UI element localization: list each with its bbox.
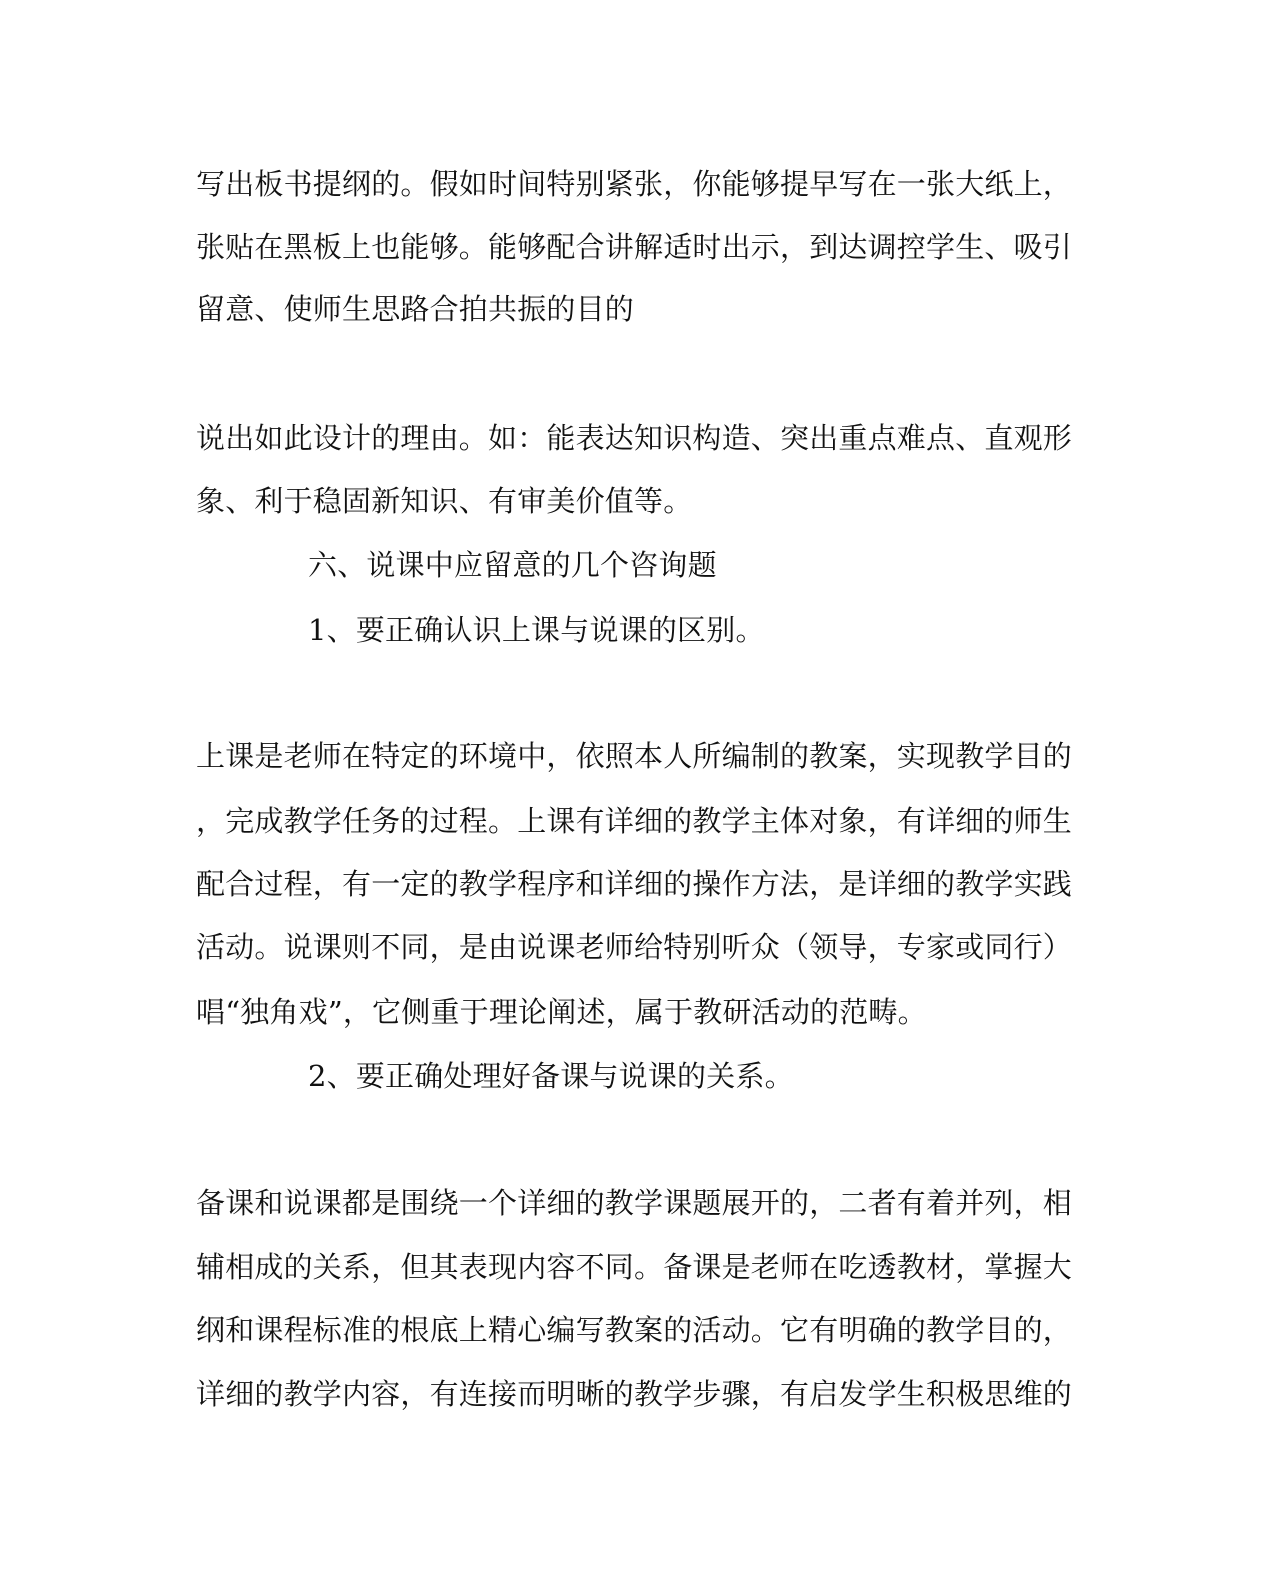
subsection-heading: 2、要正确处理好备课与说课的关系。: [308, 1059, 794, 1093]
text-line: 备课和说课都是围绕一个详细的教学课题展开的，二者有着并列，相: [196, 1186, 1073, 1220]
text-line: 写出板书提纲的。假如时间特别紧张，你能够提早写在一张大纸上，: [196, 167, 1073, 201]
text-line: ，完成教学任务的过程。上课有详细的教学主体对象，有详细的师生: [196, 804, 1073, 838]
text-line: 留意、使师生思路合拍共振的目的: [196, 292, 635, 326]
text-line: 张贴在黑板上也能够。能够配合讲解适时出示，到达调控学生、吸引: [196, 230, 1073, 264]
text-line: 纲和课程标准的根底上精心编写教案的活动。它有明确的教学目的，: [196, 1313, 1073, 1347]
section-heading: 六、说课中应留意的几个咨询题: [308, 548, 717, 582]
text-line: 配合过程，有一定的教学程序和详细的操作方法，是详细的教学实践: [196, 867, 1073, 901]
text-line: 辅相成的关系，但其表现内容不同。备课是老师在吃透教材，掌握大: [196, 1250, 1073, 1284]
text-line: 象、利于稳固新知识、有审美价值等。: [196, 484, 693, 518]
text-line: 活动。说课则不同，是由说课老师给特别听众（领导，专家或同行）: [196, 930, 1073, 964]
text-line: 上课是老师在特定的环境中，依照本人所编制的教案，实现教学目的: [196, 739, 1073, 773]
text-line: 详细的教学内容，有连接而明晰的教学步骤，有启发学生积极思维的: [196, 1377, 1073, 1411]
subsection-heading: 1、要正确认识上课与说课的区别。: [308, 613, 765, 647]
text-line: 唱“独角戏”，它侧重于理论阐述，属于教研活动的范畴。: [196, 995, 927, 1029]
text-line: 说出如此设计的理由。如：能表达知识构造、突出重点难点、直观形: [196, 421, 1073, 455]
